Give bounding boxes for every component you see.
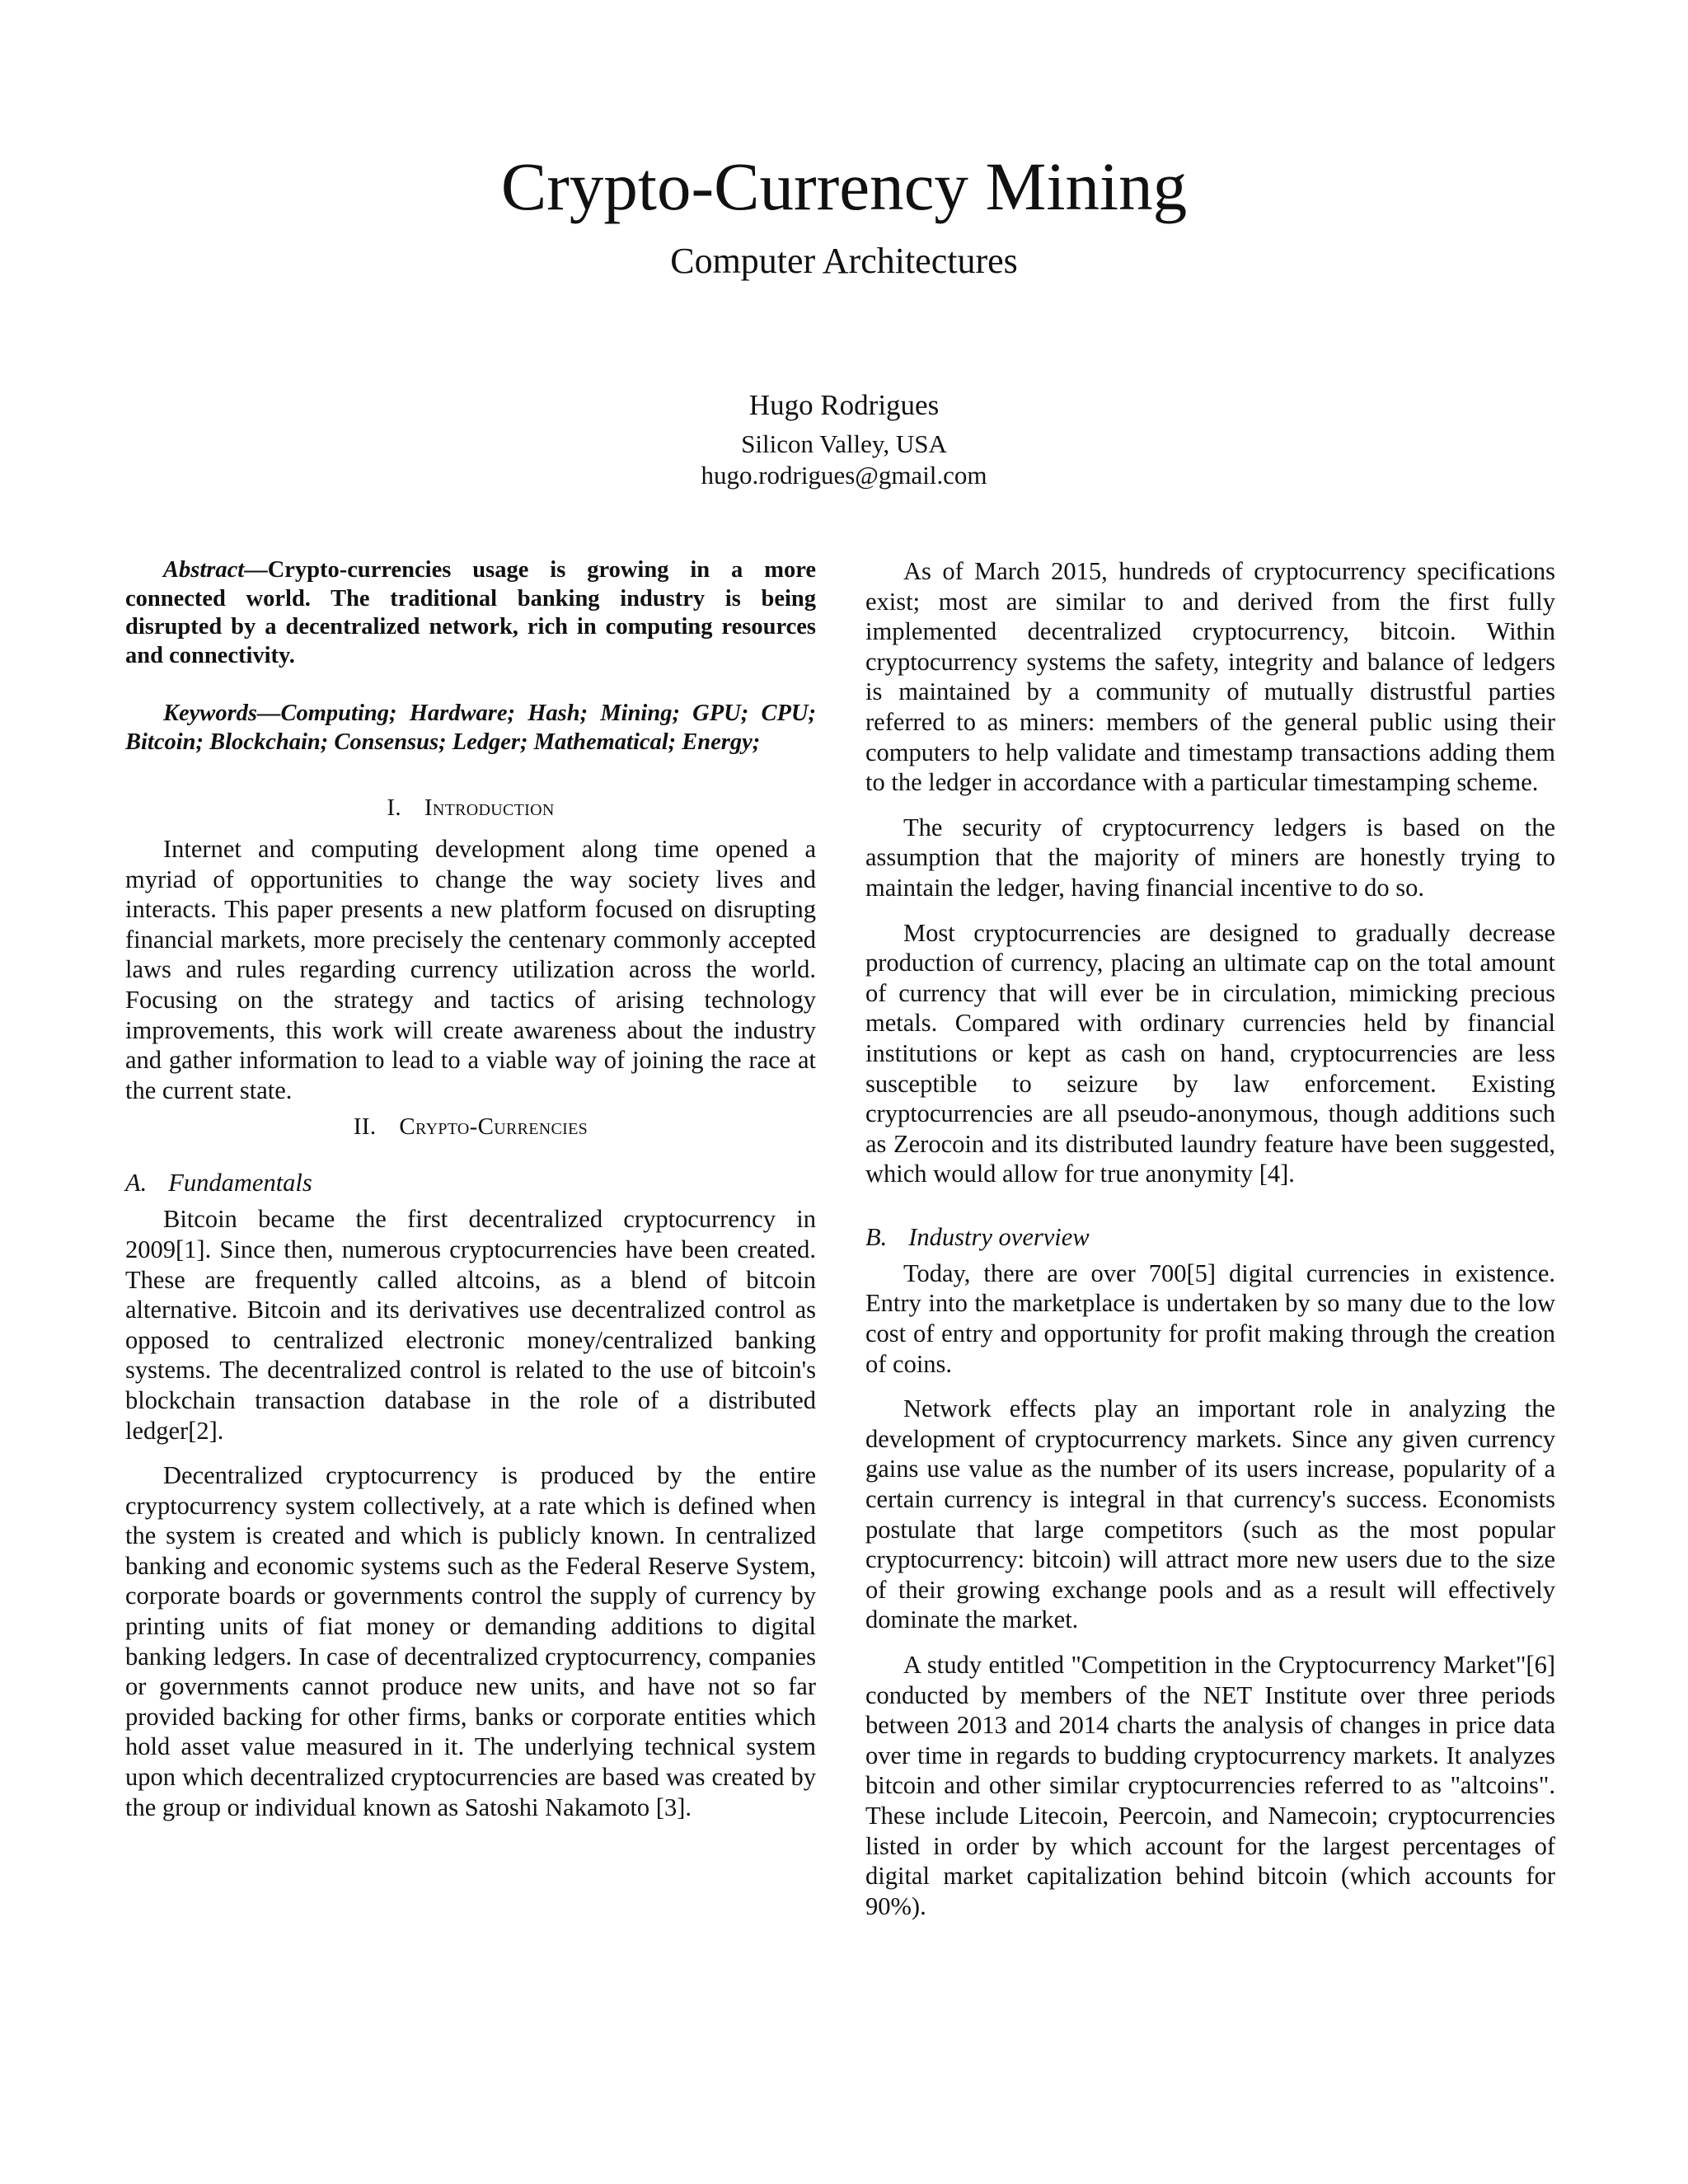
paragraph: Bitcoin became the first decentralized cryptocurrency in 2009[1]. Since then, numerous cryptocurrencies have been created. These are frequently called altcoins, as a blend of bitcoin alternative. Bitcoin and its derivatives use decentralized control as opposed to centralized electronic money/centralized banking systems. The decentralized control is related to the use of bitcoin's blockchain transaction database in the role of a distributed ledger[2]. bbox=[125, 1205, 816, 1445]
section-number: I. bbox=[387, 794, 401, 821]
paragraph: Most cryptocurrencies are designed to gradually decrease production of currency, placing an ultimate cap on the total amount of currency that will ever be in circulation, mimicking precious metals. Compared with ordinary currencies held by financial institutions or kept as cash on hand, cryptocurrencies are less susceptible to seizure by law enforcement. Existing cryptocurrencies are all pseudo-anonymous, though additions such as Zerocoin and its distributed laundry feature have been suggested, which would allow for true anonymity [4]. bbox=[865, 918, 1555, 1188]
paragraph: As of March 2015, hundreds of cryptocurrency specifications exist; most are similar to and derived from the first fully implemented decentralized cryptocurrency, bitcoin. Within cryptocurrency systems the safety, integrity and balance of ledgers is maintained by a community of mutually distrustful parties referred to as miners: members of the general public using their computers to help validate and timestamp transactions adding them to the ledger in accordance with a particular timestamping scheme. bbox=[865, 557, 1555, 797]
abstract-dash: — bbox=[244, 557, 268, 583]
subsection-label: A. bbox=[125, 1169, 148, 1197]
subsection-heading-industry-overview bbox=[865, 1222, 1555, 1252]
author-name: Hugo Rodrigues bbox=[748, 389, 940, 421]
section-title: Introduction bbox=[424, 794, 555, 821]
paper-title: Crypto-Currency Mining bbox=[500, 148, 1188, 224]
abstract-lead: Abstract bbox=[163, 557, 245, 583]
paragraph: Today, there are over 700[5] digital currencies in existence. Entry into the marketplace is undertaken by so many due to the low cost of entry and opportunity for profit making through the creation of coins. bbox=[865, 1258, 1555, 1378]
subsection-label: B. bbox=[865, 1222, 888, 1251]
section-heading-crypto-currencies bbox=[125, 1112, 816, 1141]
paragraph: A study entitled "Competition in the Cryptocurrency Market"[6] conducted by members of the NET Institute over three periods between 2013 and 2014 charts the analysis of changes in price data over time in regards to budding cryptocurrency markets. It analyzes bitcoin and other similar cryptocurrencies referred to as "altcoins". These include Litecoin, Peercoin, and Namecoin; cryptocurrencies listed in order by which account for the largest percentages of digital market capitalization behind bitcoin (which accounts for 90%). bbox=[865, 1651, 1555, 1920]
keywords-text: Computing; Hardware; Hash; Mining; GPU; CPU; Bitcoin; Blockchain; Consensus; Ledger; Mathematical; Energy; bbox=[125, 701, 816, 755]
section-heading-introduction bbox=[125, 793, 816, 823]
section-title: Crypto-Currencies bbox=[399, 1113, 588, 1141]
author-location: Silicon Valley, USA bbox=[741, 429, 947, 458]
keywords bbox=[125, 700, 816, 757]
right-column bbox=[865, 556, 1555, 1921]
left-column bbox=[125, 556, 816, 1822]
abstract bbox=[125, 556, 816, 670]
subsection-title: Industry overview bbox=[908, 1222, 1090, 1251]
paragraph: Network effects play an important role in analyzing the development of cryptocurrency markets. Since any given currency gains use value as the number of its users increase, popularity of a certain currency is integral in that currency's success. Economists postulate that large competitors (such as the most popular cryptocurrency: bitcoin) will attract more new users due to the size of their growing exchange pools and as a result will effectively dominate the market. bbox=[865, 1394, 1555, 1634]
abstract-text: Crypto-currencies usage is growing in a more connected world. The traditional banking industry is being disrupted by a decentralized network, rich in computing resources and connectivity. bbox=[125, 557, 816, 668]
paragraph: The security of cryptocurrency ledgers is based on the assumption that the majority of miners are honestly trying to maintain the ledger, having financial incentive to do so. bbox=[865, 813, 1555, 902]
keywords-dash: — bbox=[257, 701, 281, 726]
paper-subtitle: Computer Architectures bbox=[670, 241, 1018, 281]
subsection-title: Fundamentals bbox=[168, 1169, 312, 1197]
author-email: hugo.rodrigues@gmail.com bbox=[701, 461, 987, 490]
paragraph: Internet and computing development along time opened a myriad of opportunities to change the way society lives and interacts. This paper presents a new platform focused on disrupting financial markets, more precisely the centenary commonly accepted laws and rules regarding currency utilization across the world. Focusing on the strategy and tactics of arising technology improvements, this work will create awareness about the industry and gather information to lead to a viable way of joining the race at the current state. bbox=[125, 835, 816, 1104]
subsection-heading-fundamentals bbox=[125, 1168, 816, 1197]
section-number: II. bbox=[353, 1113, 377, 1141]
paragraph: Decentralized cryptocurrency is produced by the entire cryptocurrency system collectively, at a rate which is defined when the system is created and which is publicly known. In centralized banking and economic systems such as the Federal Reserve System, corporate boards or governments control the supply of currency by printing units of fiat money or demanding additions to digital banking ledgers. In case of decentralized cryptocurrency, companies or governments cannot produce new units, and have not so far provided backing for other firms, banks or corporate entities which hold asset value measured in it. The underlying technical system upon which decentralized cryptocurrencies are based was created by the group or individual known as Satoshi Nakamoto [3]. bbox=[125, 1461, 816, 1821]
keywords-lead: Keywords bbox=[163, 701, 257, 726]
